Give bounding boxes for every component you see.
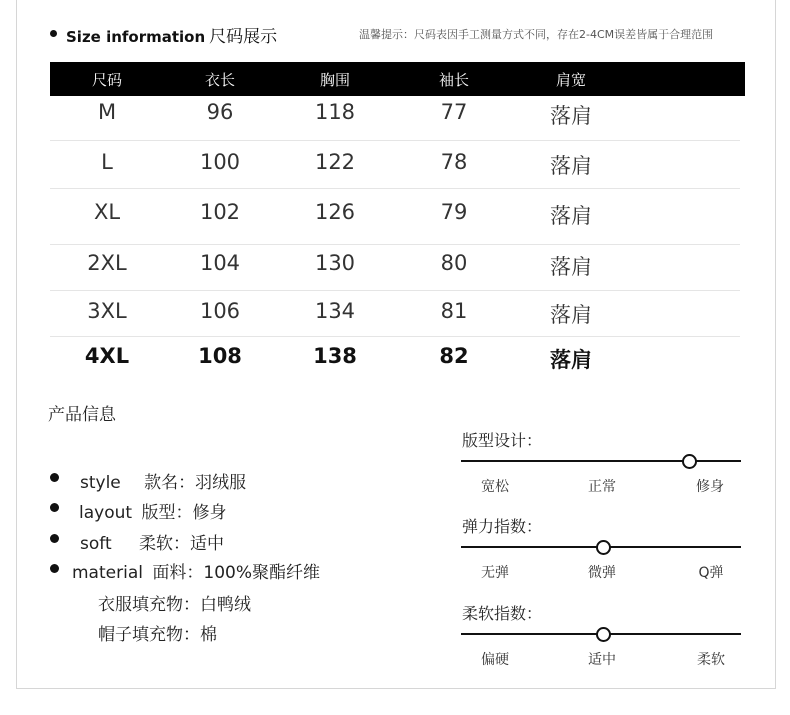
table-row	[50, 144, 745, 184]
title-english: Size information	[66, 28, 206, 46]
cell-sleeve: 80	[440, 251, 468, 275]
info-label: 衣服填充物：	[98, 595, 200, 615]
info-label: 版型：	[141, 503, 193, 523]
col-header-length: 衣长	[204, 71, 235, 89]
info-label: 柔软：	[139, 534, 191, 554]
info-label: 帽子填充物：	[98, 625, 200, 645]
cell-chest: 126	[314, 200, 356, 224]
table-row	[50, 94, 745, 134]
cell-sleeve: 77	[440, 100, 468, 124]
info-key-en: material	[72, 563, 143, 583]
info-value: 适中	[190, 534, 225, 554]
slider-title-fit: 版型设计：	[462, 431, 543, 450]
cell-chest: 130	[314, 251, 356, 275]
cell-chest: 138	[313, 344, 357, 368]
slider-label-slight-stretch: 微弹	[588, 565, 616, 581]
cell-shoulder: 落肩	[550, 303, 592, 327]
bullet-icon	[50, 503, 59, 512]
col-header-shoulder: 肩宽	[555, 71, 586, 89]
cell-sleeve: 81	[440, 299, 468, 323]
cell-size: 3XL	[87, 299, 127, 323]
slider-label-no-stretch: 无弹	[481, 565, 509, 581]
slider-knob-elasticity	[596, 540, 611, 555]
slider-track-fit	[461, 460, 741, 462]
cell-size: L	[101, 150, 113, 174]
bullet-icon	[50, 564, 59, 573]
info-label: 面料：	[152, 563, 204, 583]
info-item-body-filling	[98, 590, 251, 615]
cell-length: 100	[199, 150, 241, 174]
cell-size: XL	[93, 200, 121, 224]
row-divider	[50, 336, 740, 337]
cell-length: 104	[199, 251, 241, 275]
cell-length: 96	[206, 100, 234, 124]
col-header-sleeve: 袖长	[438, 71, 469, 89]
cell-length: 102	[199, 200, 241, 224]
cell-sleeve: 82	[439, 344, 469, 368]
info-key-en: style	[80, 473, 121, 493]
slider-title-softness: 柔软指数：	[462, 604, 543, 623]
slider-title-elasticity: 弹力指数：	[462, 517, 543, 536]
info-value: 棉	[200, 625, 217, 645]
info-value: 100%聚酯纤维	[203, 563, 320, 583]
measurement-note: 温馨提示：尺码表因手工测量方式不同，存在2-4CM误差皆属于合理范围	[359, 28, 714, 41]
table-row	[50, 293, 745, 333]
info-key-en: soft	[80, 534, 112, 554]
info-value: 修身	[192, 503, 227, 523]
slider-label-soft: 柔软	[697, 652, 725, 668]
cell-chest: 134	[314, 299, 356, 323]
row-divider	[50, 140, 740, 141]
row-divider	[50, 290, 740, 291]
size-table-header	[50, 62, 745, 96]
row-divider	[50, 188, 740, 189]
slider-label-slim: 修身	[696, 479, 724, 495]
cell-shoulder: 落肩	[550, 154, 592, 178]
cell-sleeve: 78	[440, 150, 468, 174]
slider-label-loose: 宽松	[481, 479, 509, 495]
cell-shoulder: 落肩	[550, 204, 592, 228]
info-label: 款名：	[144, 473, 196, 493]
cell-chest: 118	[314, 100, 356, 124]
cell-shoulder: 落肩	[550, 255, 592, 279]
info-item-layout	[79, 498, 226, 523]
table-row	[50, 194, 745, 234]
slider-knob-softness	[596, 627, 611, 642]
cell-sleeve: 79	[440, 200, 468, 224]
info-item-material	[72, 558, 320, 583]
title-chinese: 尺码展示	[209, 27, 278, 47]
cell-length: 106	[199, 299, 241, 323]
table-row	[50, 338, 745, 378]
col-header-size: 尺码	[91, 71, 122, 89]
slider-knob-fit	[682, 454, 697, 469]
bullet-icon	[50, 534, 59, 543]
bullet-icon	[50, 473, 59, 482]
cell-shoulder: 落肩	[550, 348, 592, 372]
header-bullet	[50, 30, 57, 37]
info-item-soft	[80, 529, 224, 554]
cell-size: 2XL	[87, 251, 127, 275]
cell-chest: 122	[314, 150, 356, 174]
table-row	[50, 245, 745, 285]
cell-size: 4XL	[84, 344, 130, 368]
slider-label-high-stretch: Q弹	[698, 565, 724, 581]
cell-length: 108	[198, 344, 242, 368]
slider-label-medium: 适中	[588, 652, 616, 668]
page-title	[66, 22, 277, 47]
info-key-en: layout	[79, 503, 133, 523]
cell-shoulder: 落肩	[550, 104, 592, 128]
info-value: 白鸭绒	[200, 595, 251, 615]
slider-label-normal: 正常	[588, 479, 616, 495]
info-value: 羽绒服	[195, 473, 247, 493]
col-header-chest: 胸围	[319, 71, 350, 89]
info-item-hood-filling	[98, 620, 217, 645]
product-info-title: 产品信息	[48, 405, 116, 425]
cell-size: M	[97, 100, 117, 124]
slider-label-hard: 偏硬	[481, 652, 509, 668]
info-item-style	[80, 468, 246, 493]
